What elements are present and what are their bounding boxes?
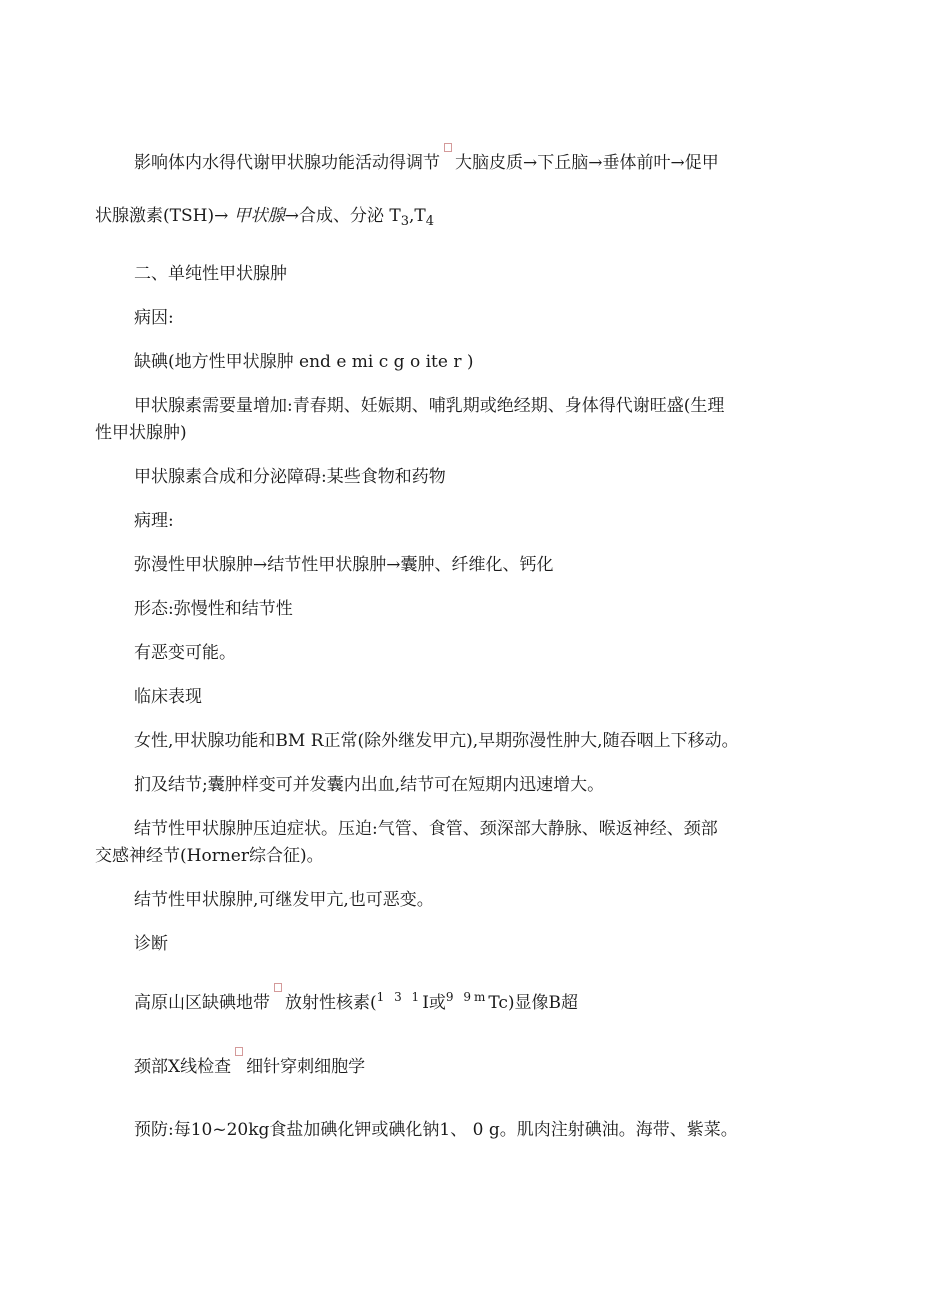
paragraph: 弥漫性甲状腺肿→结节性甲状腺肿→囊肿、纤维化、钙化 xyxy=(134,555,554,575)
subscript: 3 xyxy=(400,214,410,229)
paragraph: 结节性甲状腺肿压迫症状。压迫:气管、食管、颈深部大静脉、喉返神经、颈部 xyxy=(134,819,718,839)
text-segment: 颈部X线检查 xyxy=(134,1057,232,1077)
superscript: 9 9m xyxy=(445,990,489,1004)
paragraph: 女性,甲状腺功能和BM R正常(除外继发甲亢),早期弥漫性肿大,随吞咽上下移动。 xyxy=(134,731,739,751)
pathology-heading: 病理: xyxy=(134,511,174,531)
section-heading: 二、单纯性甲状腺肿 xyxy=(134,264,287,284)
paragraph: 甲状腺素需要量增加:青春期、妊娠期、哺乳期或绝经期、身体得代谢旺盛(生理 xyxy=(134,396,725,416)
text-segment: ,T xyxy=(409,206,426,226)
text-segment: 状腺激素(TSH)→ xyxy=(95,206,234,226)
text-segment: 细针穿刺细胞学 xyxy=(246,1057,366,1077)
paragraph: 缺碘(地方性甲状腺肿 end e mi c g o ite r ) xyxy=(134,352,474,372)
paragraph: 形态:弥慢性和结节性 xyxy=(134,599,293,619)
paragraph-cont: 性甲状腺肿) xyxy=(95,423,187,443)
image-placeholder-icon xyxy=(444,143,452,152)
image-placeholder-icon xyxy=(235,1047,243,1056)
subscript: 4 xyxy=(425,214,435,229)
image-placeholder-icon xyxy=(274,983,282,992)
text-segment: 高原山区缺碘地带 xyxy=(134,993,270,1013)
paragraph-thyroid-regulation xyxy=(134,150,719,176)
text-segment: 大脑皮质→下丘脑→垂体前叶→促甲 xyxy=(455,153,719,173)
paragraph-thyroid-regulation-cont xyxy=(95,203,434,235)
etiology-heading: 病因: xyxy=(134,308,174,328)
text-segment: Tc)显像B超 xyxy=(488,993,579,1013)
diagnosis-heading: 诊断 xyxy=(134,934,168,954)
superscript: 1 3 1 xyxy=(376,990,423,1004)
text-segment: 放射性核素( xyxy=(285,993,377,1013)
text-segment: →合成、分泌 T xyxy=(284,206,401,226)
paragraph-prevention: 预防:每10~20kg食盐加碘化钾或碘化钠1、 0 g。肌肉注射碘油。海带、紫菜。 xyxy=(134,1120,738,1140)
paragraph: 结节性甲状腺肿,可继发甲亢,也可恶变。 xyxy=(134,890,434,910)
paragraph-cont: 交感神经节(Horner综合征)。 xyxy=(95,846,324,866)
text-segment: 影响体内水得代谢甲状腺功能活动得调节 xyxy=(134,153,440,173)
text-italic: 甲状腺 xyxy=(233,206,285,226)
clinical-heading: 临床表现 xyxy=(134,687,202,707)
paragraph: 扪及结节;囊肿样变可并发囊内出血,结节可在短期内迅速增大。 xyxy=(134,775,605,795)
paragraph: 有恶变可能。 xyxy=(134,643,236,663)
paragraph-diagnosis-2 xyxy=(134,1054,365,1080)
text-segment: I或 xyxy=(422,993,446,1013)
paragraph: 甲状腺素合成和分泌障碍:某些食物和药物 xyxy=(134,467,446,487)
paragraph-diagnosis-1 xyxy=(134,984,578,1016)
